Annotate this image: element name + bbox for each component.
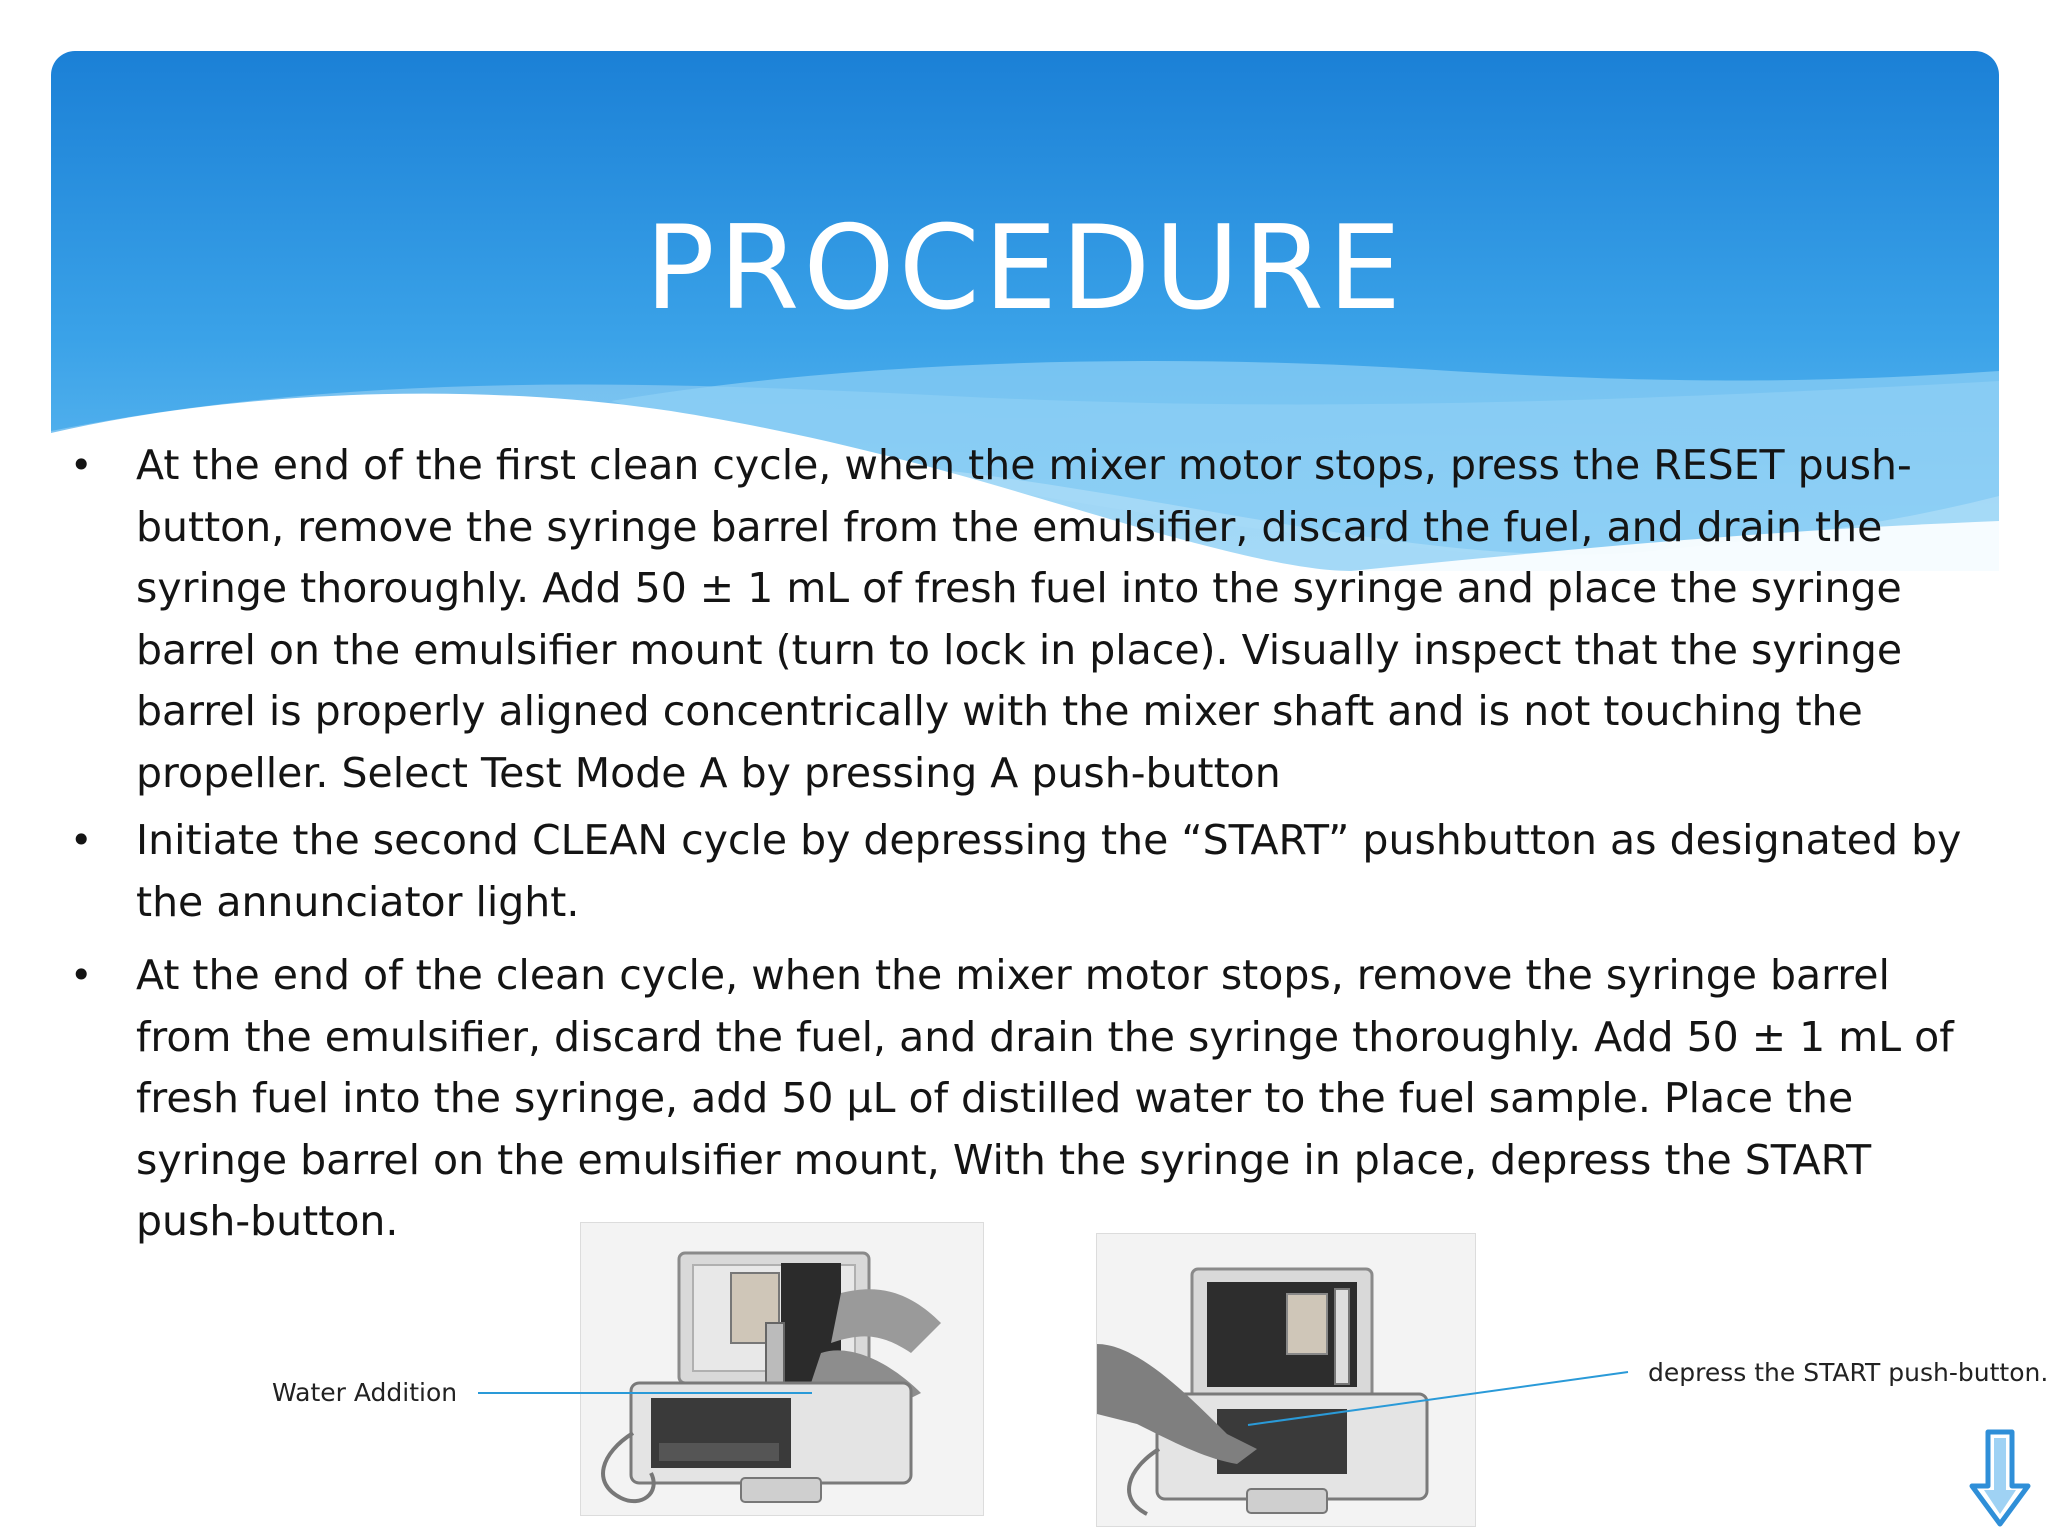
bullet-text: Initiate the second CLEAN cycle by depressing the “START” pushbutton as designated by the annunciator light. (136, 816, 1962, 926)
water-addition-caption: Water Addition (272, 1378, 458, 1407)
start-button-caption: depress the START push-button. (1648, 1358, 2048, 1387)
bullet-marker: • (70, 953, 93, 997)
bullet-marker: • (70, 443, 93, 487)
bullet-text: At the end of the first clean cycle, when the mixer motor stops, press the RESET push-button, remove the syringe barrel from the emulsifier, discard the fuel, and drain the syringe thoroughly. Add 50 ± 1 mL of fresh fuel into the syringe and place the syringe barrel on the emulsifier mount (turn to lock in place). Visually inspect that the syringe barrel is properly aligned concentrically with the mixer shaft and is not touching the propeller. Select Test Mode A by pressing A push-button (136, 441, 1912, 797)
bullet-marker: • (70, 818, 93, 862)
down-arrow-icon[interactable] (1968, 1428, 2032, 1528)
page-title: PROCEDURE (644, 201, 1406, 336)
start-button-callout-line (1248, 1372, 1628, 1425)
bullet-text: At the end of the clean cycle, when the mixer motor stops, remove the syringe barrel from the emulsifier, discard the fuel, and drain the syringe thoroughly. Add 50 ± 1 mL of fresh fuel into the syringe, add 50 µL of distilled water to the fuel sample. Place the syringe barrel on the emulsifier mount, With the syringe in place, depress the START push-button. (136, 951, 1954, 1245)
